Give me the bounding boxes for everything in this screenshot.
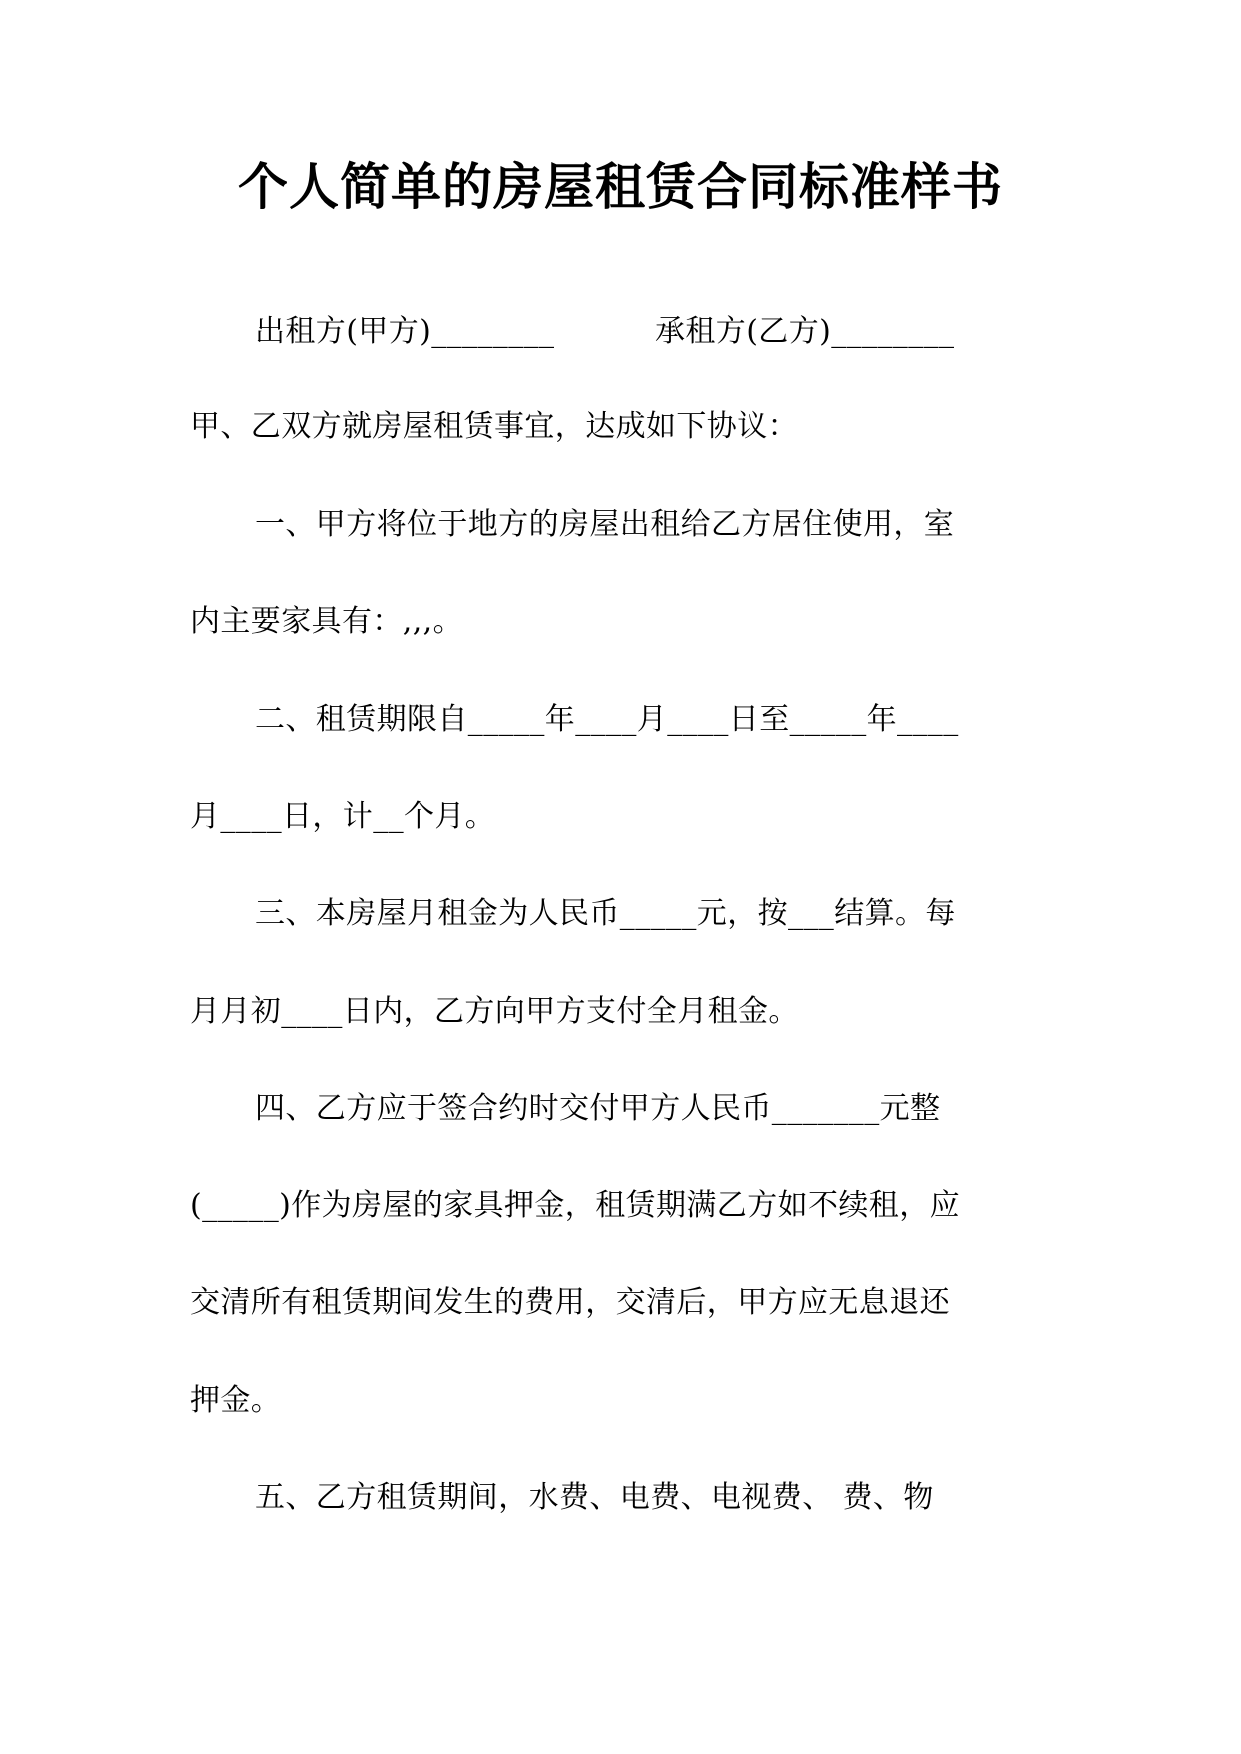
body-line-clause-4: 四、乙方应于签合约时交付甲方人民币_______元整 (255, 1091, 941, 1126)
body-line-clause-3: 三、本房屋月租金为人民币_____元，按___结算。每 (255, 896, 956, 931)
body-line-clause-3-cont: 月月初____日内，乙方向甲方支付全月租金。 (190, 994, 799, 1029)
body-line-clause-2: 二、租赁期限自_____年____月____日至_____年____ (255, 702, 959, 737)
body-line-clause-2-cont: 月____日，计__个月。 (190, 799, 496, 834)
body-line-clause-4-cont-3: 押金。 (190, 1383, 282, 1418)
party-a-line: 出租方(甲方)________ (255, 314, 555, 349)
body-line-clause-1-cont: 内主要家具有：,,,。 (190, 604, 464, 639)
body-line-clause-4-cont-2: 交清所有租赁期间发生的费用，交清后，甲方应无息退还 (190, 1285, 950, 1320)
body-line-intro: 甲、乙双方就房屋租赁事宜，达成如下协议： (190, 409, 798, 444)
document-title: 个人简单的房屋租赁合同标准样书 (238, 157, 1003, 216)
body-line-clause-5: 五、乙方租赁期间，水费、电费、电视费、 费、物 (255, 1480, 934, 1515)
body-line-clause-1: 一、甲方将位于地方的房屋出租给乙方居住使用，室 (255, 507, 955, 542)
body-line-clause-4-cont-1: (_____)作为房屋的家具押金，租赁期满乙方如不续租，应 (190, 1188, 961, 1223)
party-b-line: 承租方(乙方)________ (655, 314, 955, 349)
